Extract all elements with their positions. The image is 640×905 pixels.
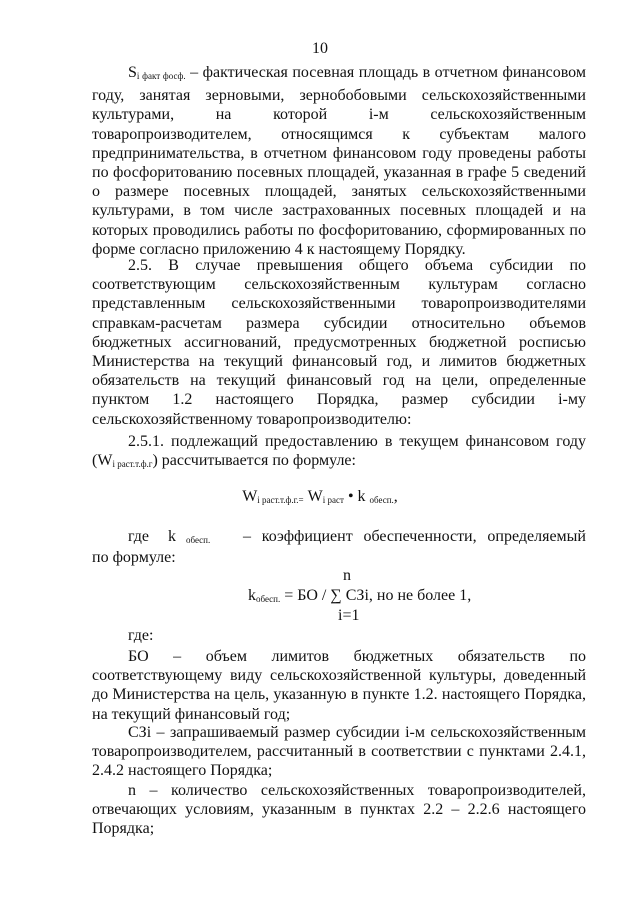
formula-w-rast: W [303, 488, 323, 505]
paragraph-2-5-1-text: 2.5.1. подлежащий предоставлению в текущем финансовом году (W [92, 433, 586, 470]
paragraph-s-fact-fosf [92, 63, 586, 259]
symbol-s: S [128, 64, 137, 81]
where-label: где [128, 528, 150, 545]
k-subscript: обесп. [186, 535, 211, 545]
formula-k-body: = БО / ∑ СЗi, но не более 1, [280, 587, 472, 604]
formula-w [0, 488, 640, 506]
page-number: 10 [312, 40, 328, 57]
k-symbol: k [168, 528, 176, 545]
definition-szi: СЗi – запрашиваемый размер субсидии i-м сельскохозяйственным товаропроизводителем, рассчитанный в соответствии с пунктами 2.4.1, 2.4.2 настоящего Порядка; [92, 724, 586, 780]
k-definition: – коэффициент обеспеченности, определяемый [243, 528, 586, 545]
formula-k [248, 587, 471, 605]
formula-w-subscript: i раст.т.ф.г.= [257, 495, 304, 505]
formula-comma: , [393, 488, 398, 505]
formula-w-symbol: W [242, 488, 258, 505]
formula-k-sub: обесп. [256, 594, 281, 604]
paragraph-2-5-1 [92, 432, 586, 474]
formula-multiply-k: • k [343, 488, 370, 505]
formula-k-symbol: k [248, 587, 256, 604]
sum-lower-limit: i=1 [338, 607, 360, 624]
definition-n: n – количество сельскохозяйственных товаропроизводителей, отвечающих условиям, указанным в пунктах 2.2 – 2.2.6 настоящего Порядка; [92, 782, 586, 838]
where-label-2: где: [128, 627, 154, 644]
formula-k-subscript: обесп. [369, 495, 394, 505]
definition-bo: БО – объем лимитов бюджетных обязательств по соответствующему виду сельскохозяйственной культуры, доведенный до Министерства на цель, указанную в пункте 1.2. настоящего Порядка, на текущий финансовый год; [92, 648, 586, 723]
w-subscript: i раст.т.ф.г [112, 459, 153, 470]
sum-upper-limit: n [343, 567, 351, 584]
by-formula-label: по формуле: [92, 549, 176, 566]
formula-w-rast-subscript: i раст [322, 495, 344, 505]
paragraph-2-5-1-tail: ) рассчитывается по формуле: [152, 452, 356, 470]
symbol-s-subscript: i факт фосф. [136, 71, 186, 81]
paragraph-2-5: 2.5. В случае превышения общего объема субсидии по соответствующим сельскохозяйственным культурам согласно представленным сельскохозяйственными товаропроизводителями справкам-расчетам размера субсидии относительно объемов бюджетных ассигнований, предусмотренных бюджетной росписью Министерства на текущий финансовый год, и лимитов бюджетных обязательств на текущий финансовый год на цели, определенные пунктом 1.2 настоящего Порядка, размер субсидии i-му сельскохозяйственному товаропроизводителю: [92, 257, 586, 428]
paragraph-s-text: – фактическая посевная площадь в отчетном финансовом году, занятая зерновыми, зернобобовыми сельскохозяйственными культурами, на которой i-м сельскохозяйственным товаропроизводителем, относящимся к субъектам малого предпринимательства, в отчетном финансовом году проведены работы по фосфоритованию посевных площадей, указанная в графе 5 сведений о размере посевных площадей, занятых сельскохозяйственными культурами, в том числе застрахованных посевных площадей и на которых проводились работы по фосфоритованию, сформированных по форме согласно приложению 4 к настоящему Порядку. [92, 64, 586, 258]
